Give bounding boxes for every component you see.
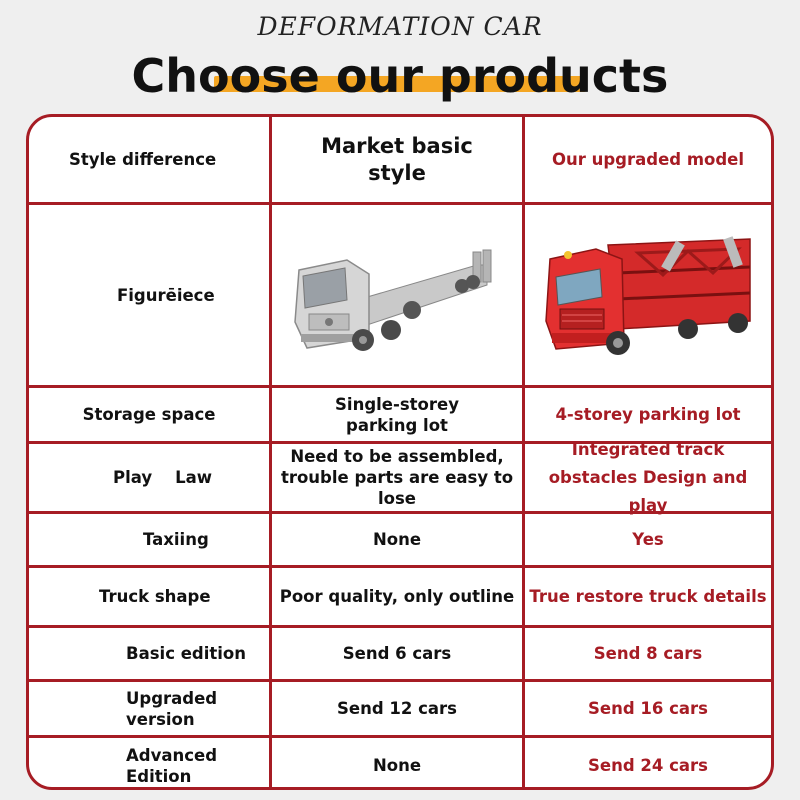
row-feature: Storage space xyxy=(29,388,272,441)
row-upgraded: Yes xyxy=(632,530,664,549)
row-upgraded: Send 24 cars xyxy=(588,756,708,775)
table-header-row xyxy=(29,117,771,205)
comparison-table xyxy=(26,114,774,790)
row-upgraded: Integrated track obstacles Design and play xyxy=(548,439,748,515)
row-upgraded: Send 16 cars xyxy=(588,699,708,718)
header-upgraded-model: Our upgraded model xyxy=(551,150,745,169)
table-row xyxy=(29,682,771,738)
row-upgraded: Send 8 cars xyxy=(593,644,703,663)
table-row xyxy=(29,439,771,515)
table-row xyxy=(29,628,771,682)
red-truck-image xyxy=(538,225,758,365)
title-wrap xyxy=(0,48,800,104)
row-feature: Basic edition xyxy=(29,628,272,679)
row-upgraded: 4-storey parking lot xyxy=(555,405,741,424)
figure-label: Figurе̄iece xyxy=(29,205,272,385)
row-basic: Send 12 cars xyxy=(272,682,525,735)
page-title-text: Choose our products xyxy=(131,49,669,103)
row-basic: Poor quality, only outline xyxy=(272,568,525,625)
row-upgraded: True restore truck details xyxy=(529,587,767,606)
row-feature: Play Law xyxy=(29,444,272,511)
row-feature: Advanced Edition xyxy=(29,738,272,790)
table-row xyxy=(29,514,771,568)
header-style-difference: Style difference xyxy=(29,117,272,202)
upgraded-truck-figure xyxy=(525,205,771,385)
row-basic: Need to be assembled, trouble parts are easy to lose xyxy=(272,444,525,511)
table-row xyxy=(29,738,771,790)
row-basic: Single-storey parking lot xyxy=(272,388,525,441)
row-basic: None xyxy=(272,738,525,790)
table-row xyxy=(29,568,771,628)
row-feature: Upgraded version xyxy=(29,682,272,735)
row-feature: Truck shape xyxy=(29,568,272,625)
header-subtitle: DEFORMATION CAR xyxy=(257,12,543,41)
row-basic: None xyxy=(272,514,525,565)
figure-row xyxy=(29,205,771,388)
row-basic: Send 6 cars xyxy=(272,628,525,679)
basic-truck-figure xyxy=(272,205,525,385)
gray-truck-image xyxy=(287,230,507,360)
header-market-basic: Market basic style xyxy=(272,117,525,202)
row-feature: Taxiing xyxy=(29,514,272,565)
page-title xyxy=(132,48,669,104)
